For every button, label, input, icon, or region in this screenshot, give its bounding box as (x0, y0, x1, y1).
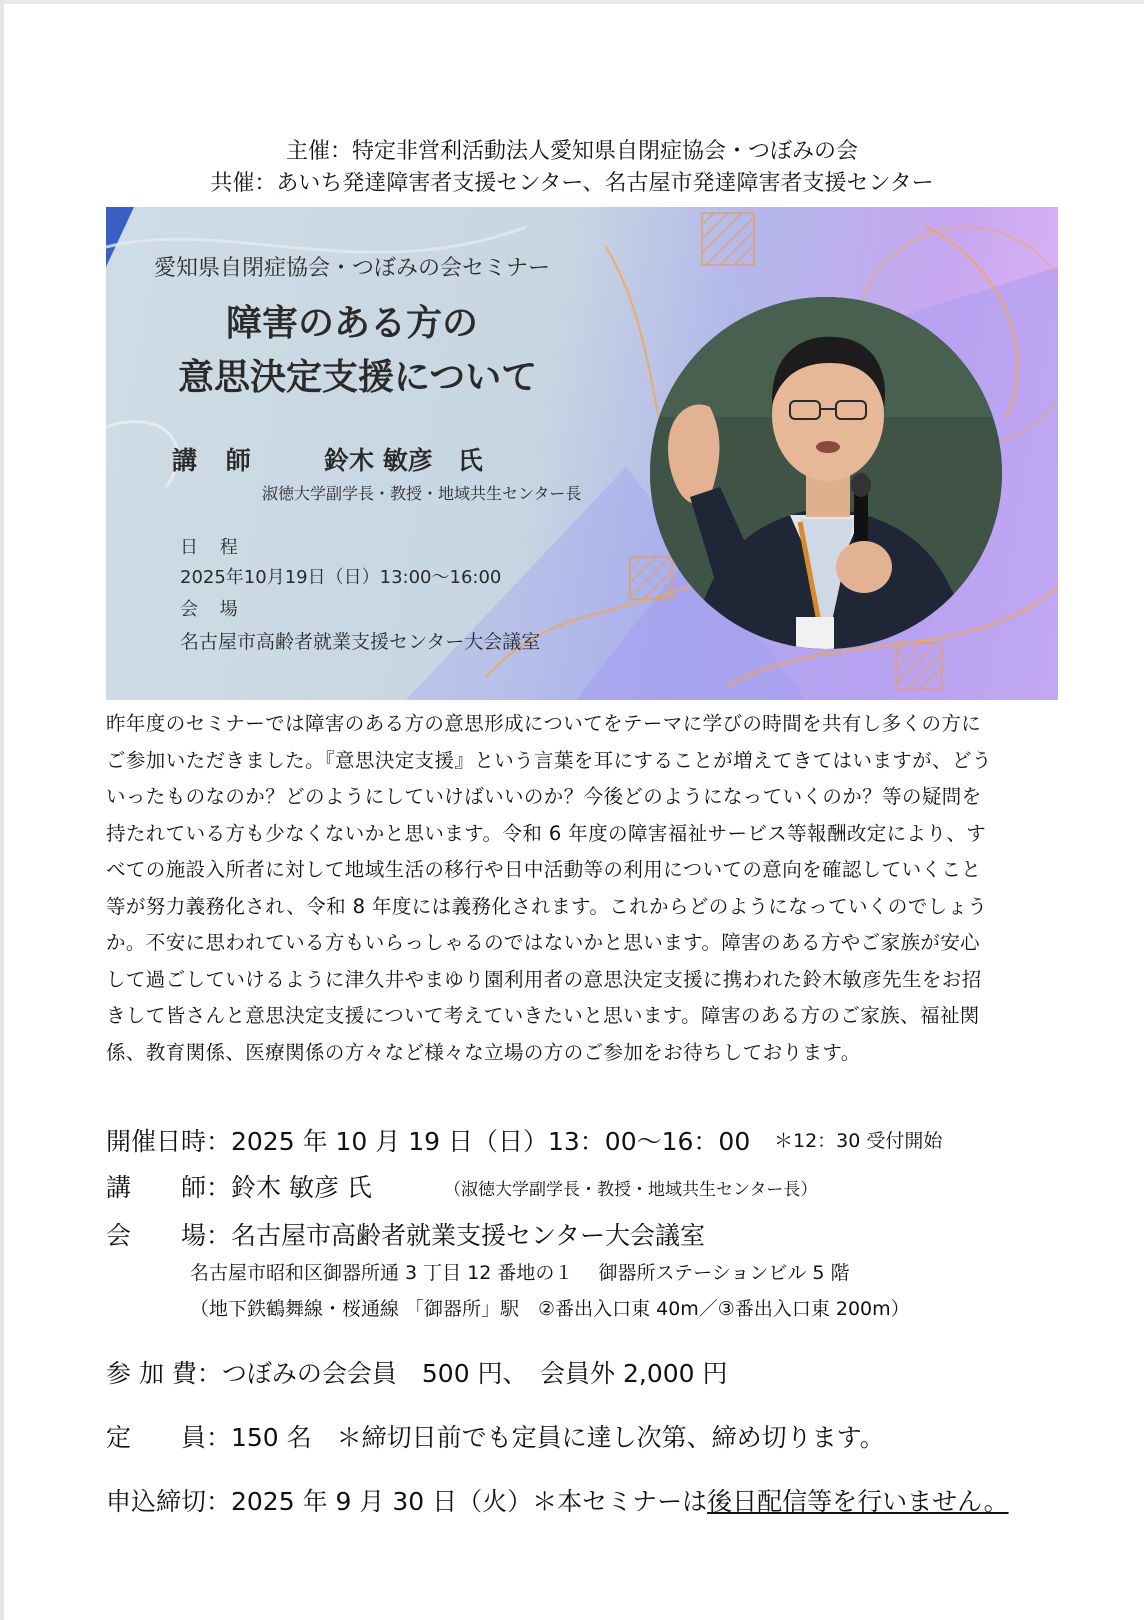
lecturer-affiliation: （淑徳大学副学長・教授・地域共生センター長） (444, 1180, 818, 1200)
venue-label: 会 場 (180, 599, 246, 620)
venue-access: （地下鉄鶴舞線・桜通線 「御器所」駅 ②番出入口東 40m／③番出入口東 200m） (190, 1298, 910, 1320)
reception-time: ＊12：30 受付開始 (774, 1130, 943, 1152)
co-organizer-line: 共催：あいち発達障害者支援センター、名古屋市発達障害者支援センター (210, 171, 934, 196)
organizer-header (0, 136, 1144, 200)
seminar-banner (106, 207, 1058, 700)
seminar-date: 2025年10月19日（日）13:00～16:00 (180, 567, 502, 588)
description-line: 係、教育関係、医療関係の方々など様々な立場の方のご参加をお待ちしております。 (106, 1040, 861, 1064)
seminar-series: 愛知県自閉症協会・つぼみの会セミナー (154, 256, 551, 281)
organizer-line: 主催：特定非営利活動法人愛知県自閉症協会・つぼみの会 (285, 139, 858, 164)
description-line: か。不安に思われている方もいらっしゃるのではないかと思います。障害のある方やご家族が安心 (106, 931, 981, 954)
lecturer-name: 鈴木 敏彦 氏 (324, 446, 483, 475)
description-line: ご参加いただきました。『意思決定支援』という言葉を耳にすることが増えてきてはいますが、どう (106, 748, 992, 772)
no-recording-notice: 後日配信等を行いません。 (707, 1487, 1009, 1516)
venue-line: 会 場：名古屋市高齢者就業支援センター大会議室 (106, 1221, 706, 1250)
lecturer-line: 講 師：鈴木 敏彦 氏 (106, 1173, 372, 1202)
venue-address: 名古屋市昭和区御器所通 3 丁目 12 番地の１ 御器所ステーションビル 5 階 (190, 1262, 850, 1284)
page-edge (0, 0, 4, 1620)
description-paragraph (106, 706, 1060, 1071)
description-line: 持たれている方も少なくないかと思います。令和 6 年度の障害福祉サービス等報酬改定により、す (106, 821, 987, 845)
deadline-text: 申込締切：2025 年 9 月 30 日（火）＊本セミナーは (106, 1487, 708, 1516)
description-line: して過ごしていけるように津久井やまゆり園利用者の意思決定支援に携われた鈴木敏彦先生をお招 (106, 967, 982, 991)
description-line: きして皆さんと意思決定支援について考えていきたいと思います。障害のある方のご家族、福祉関 (106, 1004, 980, 1027)
description-line: べての施設入所者に対して地域生活の移行や日中活動等の利用についての意向を確認していくこと (106, 858, 982, 881)
lecturer-portrait-illustration (650, 297, 1002, 649)
participation-fee: 参 加 費：つぼみの会会員 500 円、 会員外 2,000 円 (106, 1359, 728, 1388)
lecturer-title: 淑徳大学副学長・教授・地域共生センター長 (262, 484, 582, 503)
page-edge (0, 0, 1144, 4)
seminar-title-line1: 障害のある方の (226, 303, 479, 344)
description-line: 昨年度のセミナーでは障害のある方の意思形成についてをテーマに学びの時間を共有し多くの方に (106, 712, 982, 735)
description-line: いったものなのか？どのようにしていけばいいのか？今後どのようになっていくのか？等の疑問を (106, 785, 982, 808)
deadline-line (106, 1482, 1009, 1518)
lecturer-label: 講 師 (172, 446, 261, 475)
lecturer-photo (650, 297, 1002, 649)
description-line: 等が努力義務化され、令和 8 年度には義務化されます。これからどのようになっていくのでしょう (106, 894, 988, 918)
seminar-title-line2: 意思決定支援について (178, 357, 538, 398)
seminar-venue: 名古屋市高齢者就業支援センター大会議室 (180, 631, 541, 653)
event-datetime: 開催日時：2025 年 10 月 19 日（日）13：00～16：00 (106, 1127, 751, 1156)
date-label: 日 程 (180, 537, 246, 558)
capacity-line: 定 員：150 名 ＊締切日前でも定員に達し次第、締め切ります。 (106, 1423, 885, 1452)
